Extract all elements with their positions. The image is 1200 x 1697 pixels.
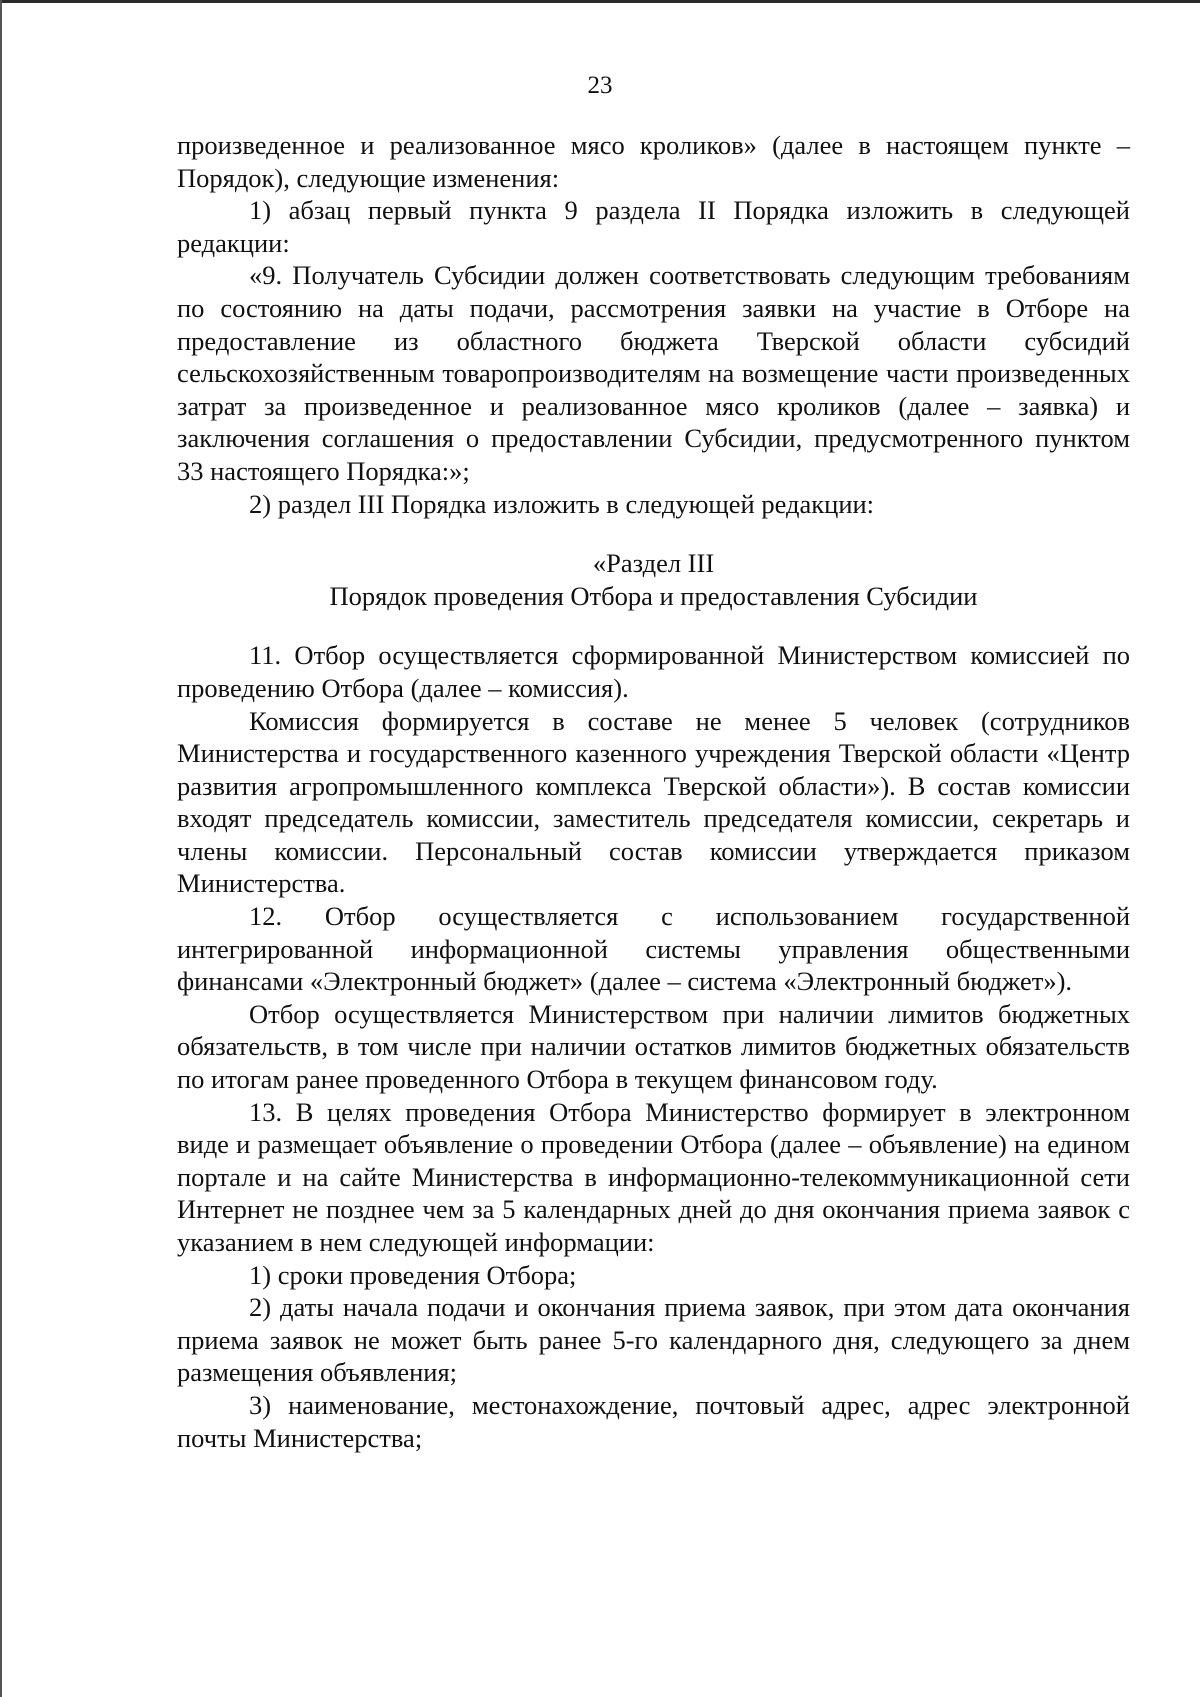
list-item-2: 2) даты начала подачи и окончания приема заявок, при этом дата окончания приема заявок не может быть ранее 5-го календарного дня, следующего за днем размещения объявления; bbox=[177, 1292, 1130, 1388]
spacer bbox=[177, 612, 1130, 639]
page-number: 23 bbox=[587, 72, 613, 99]
list-item-1: 1) сроки проведения Отбора; bbox=[249, 1259, 577, 1290]
paragraph-continuation: произведенное и реализованное мясо кроликов» (далее в настоящем пункте – Порядок), следующие изменения: bbox=[177, 130, 1130, 193]
scan-top-edge bbox=[0, 0, 1200, 3]
paragraph-point-11: 11. Отбор осуществляется сформированной Министерством комиссией по проведению Отбора (далее – комиссия). bbox=[177, 640, 1130, 703]
paragraph-item-1: 1) абзац первый пункта 9 раздела II Порядка изложить в следующей редакции: bbox=[177, 195, 1130, 258]
spacer bbox=[177, 520, 1130, 547]
section-title: Порядок проведения Отбора и предоставления Субсидии bbox=[329, 580, 978, 611]
paragraph-limits: Отбор осуществляется Министерством при наличии лимитов бюджетных обязательств, в том числе при наличии остатков лимитов бюджетных обязательств по итогам ранее проведенного Отбора в текущем финансовом году. bbox=[177, 998, 1130, 1095]
paragraph-item-2: 2) раздел III Порядка изложить в следующей редакции: bbox=[249, 488, 875, 519]
paragraph-commission: Комиссия формируется в составе не менее 5 человек (сотрудников Министерства и государственного казенного учреждения Тверской области «Центр развития агропромышленного комплекса Тверской области»). В состав комиссии входят председатель комиссии, заместитель председателя комиссии, секретарь и члены комиссии. Персональный состав комиссии утверждается приказом Министерства. bbox=[177, 705, 1130, 899]
paragraph-point-9: «9. Получатель Субсидии должен соответствовать следующим требованиям по состоянию на даты подачи, рассмотрения заявки на участие в Отборе на предоставление из областного бюджета Тверской области субсидий сельскохозяйственным товаропроизводителям на возмещение части произведенных затрат за произведенное и реализованное мясо кроликов (далее – заявка) и заключения соглашения о предоставлении Субсидии, предусмотренного пунктом 33 настоящего Порядка:»; bbox=[177, 260, 1130, 486]
section-heading: «Раздел III bbox=[592, 548, 715, 579]
paragraph-point-12: 12. Отбор осуществляется с использованием государственной интегрированной информационной системы управления общественными финансами «Электронный бюджет» (далее – система «Электронный бюджет»). bbox=[177, 901, 1130, 997]
document-body bbox=[177, 129, 1130, 1454]
list-item-3: 3) наименование, местонахождение, почтовый адрес, адрес электронной почты Министерства; bbox=[177, 1389, 1130, 1453]
paragraph-point-13: 13. В целях проведения Отбора Министерство формирует в электронном виде и размещает объявление о проведении Отбора (далее – объявление) на едином портале и на сайте Министерства в информационно-телекоммуникационной сети Интернет не позднее чем за 5 календарных дней до дня окончания приема заявок с указанием в нем следующей информации: bbox=[177, 1096, 1130, 1257]
scan-left-edge bbox=[0, 0, 2, 1697]
